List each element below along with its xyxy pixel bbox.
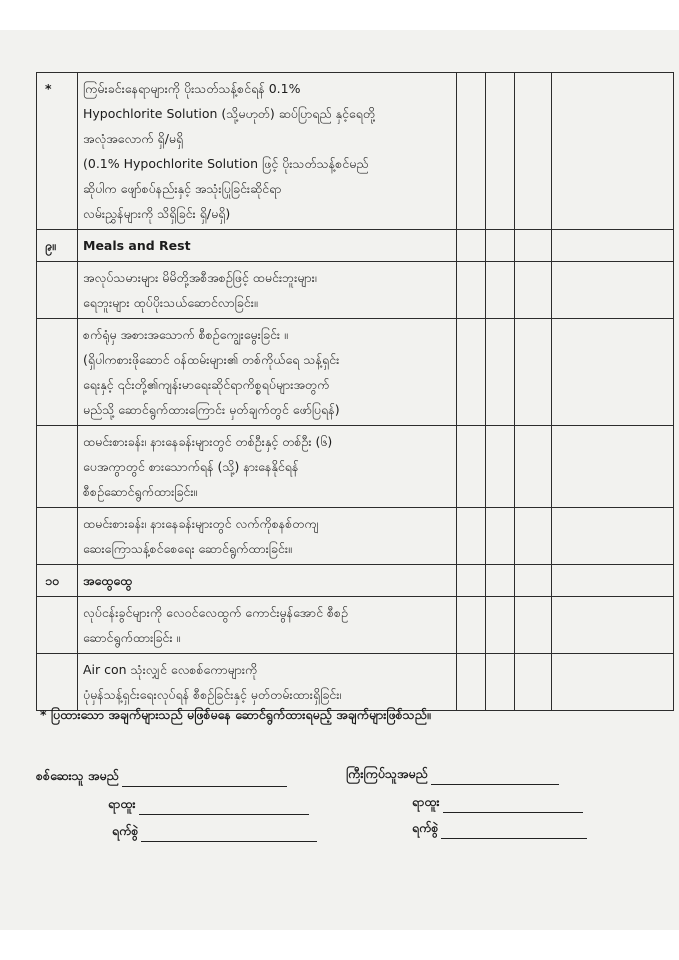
check-cell [457,319,486,426]
row-number [37,426,78,508]
row-number [37,262,78,319]
row-text-line: ထမင်းစားခန်း၊ နားနေခန်းများတွင် တစ်ဦးနှင့် တစ်ဦး (၆) [83,434,333,449]
check-cell [515,319,552,426]
check-cell [515,654,552,711]
check-cell [457,426,486,508]
row-text [78,73,457,230]
row-text [78,508,457,565]
section-title: အထွေထွေ [83,573,133,588]
inspector-date-field [112,823,317,842]
check-cell [486,654,515,711]
check-cell [515,565,552,597]
row-text-line: ပုံမှန်သန့်ရှင်းရေးလုပ်ရန် စီစဉ်ခြင်းနှင့် မှတ်တမ်းထားရှိခြင်း၊ [83,687,342,702]
inspector-name-field [36,768,287,787]
row-text-line: Hypochlorite Solution (သို့မဟုတ်) ဆပ်ပြာရည် နှင့်ရေတို့ [83,106,376,121]
row-text-line: ဆောင်ရွက်ထားခြင်း ။ [83,630,181,645]
check-cell [552,654,674,711]
check-cell [486,230,515,262]
row-text [78,262,457,319]
check-cell [515,73,552,230]
check-cell [515,230,552,262]
check-cell [552,565,674,597]
row-text-line: (0.1% Hypochlorite Solution ဖြင့် ပိုးသတ်သန့်စင်မည် [83,156,369,171]
check-cell [457,565,486,597]
supervisor-position-line [443,811,583,813]
check-cell [486,262,515,319]
check-cell [552,426,674,508]
row-text-line: (ရှိပါကစားဖိုဆောင် ဝန်ထမ်းများ၏ တစ်ကိုယ်ရေ သန့်ရှင်း [83,352,340,367]
check-cell [515,508,552,565]
check-cell [457,73,486,230]
row-text [78,565,457,597]
checklist-table [36,72,674,711]
table-row [37,565,674,597]
table-row [37,597,674,654]
check-cell [457,654,486,711]
row-text-line: ဆေးကြောသန့်စင်စေရေး ဆောင်ရွက်ထားခြင်း။ [83,541,292,556]
row-text-line: စက်ရုံမှ အစားအသောက် စီစဉ်ကျွေးမွေးခြင်း ။ [83,327,288,342]
check-cell [552,262,674,319]
section-title: Meals and Rest [83,238,191,253]
inspector-date-line [141,840,317,842]
row-text [78,319,457,426]
table-row [37,262,674,319]
check-cell [515,262,552,319]
row-text-line: ကြမ်းခင်းနေရာများကို ပိုးသတ်သန့်စင်ရန် 0.1% [83,81,301,96]
check-cell [515,597,552,654]
row-text-line: လမ်းညွှန်များကို သိရှိခြင်း ရှိ/မရှိ) [83,206,231,221]
table-row [37,508,674,565]
row-text-line: လုပ်ငန်းခွင်များကို လေဝင်လေထွက် ကောင်းမွန်အောင် စီစဉ် [83,605,348,620]
inspector-name-line [122,785,287,787]
row-text-line: စီစဉ်ဆောင်ရွက်ထားခြင်း။ [83,484,198,499]
check-cell [457,597,486,654]
inspector-name-label: စစ်ဆေးသူ အမည် [36,768,119,783]
row-number [37,319,78,426]
row-text-line: အလုပ်သမားများ မိမိတို့အစီအစဉ်ဖြင့် ထမင်းဘူးများ၊ [83,270,317,285]
check-cell [486,565,515,597]
check-cell [552,73,674,230]
row-text [78,426,457,508]
row-text-line: မည်သို့ ဆောင်ရွက်ထားကြောင်း မှတ်ချက်တွင် ဖော်ပြရန်) [83,402,340,417]
table-row [37,654,674,711]
row-text-line: ရေဘူးများ ထုပ်ပိုးသယ်ဆောင်လာခြင်း။ [83,295,258,310]
inspector-date-label: ရက်စွဲ [112,823,139,838]
supervisor-position-label: ရာထူး [412,794,440,809]
supervisor-date-line [441,837,587,839]
check-cell [457,508,486,565]
table-row [37,319,674,426]
check-cell [457,230,486,262]
row-number [37,597,78,654]
row-text-line: ဆိုပါက ဖျော်စပ်နည်းနှင့် အသုံးပြုခြင်းဆိုင်ရာ [83,181,282,196]
row-text [78,597,457,654]
check-cell [457,262,486,319]
check-cell [486,508,515,565]
row-number: ၉။ [37,230,78,262]
mandatory-note: * ပြထားသော အချက်များသည် မဖြစ်မနေ ဆောင်ရွက်ထားရမည့် အချက်များဖြစ်သည်။ [40,707,431,722]
row-text-line: Air con သုံးလျှင် လေစစ်ကောများကို [83,662,258,677]
row-text-line: အလုံအလောက် ရှိ/မရှိ [83,131,184,146]
supervisor-name-label: ကြီးကြပ်သူအမည် [346,766,428,781]
check-cell [486,597,515,654]
row-text-line: ပေအကွာတွင် စားသောက်ရန် (သို့) နားနေနိုင်ရန် [83,459,299,474]
check-cell [486,426,515,508]
inspector-position-line [139,813,309,815]
table-row [37,73,674,230]
check-cell [552,230,674,262]
check-cell [515,426,552,508]
supervisor-date-label: ရက်စွဲ [412,820,439,835]
row-number [37,508,78,565]
supervisor-name-line [431,783,559,785]
supervisor-date-field [412,820,587,839]
row-number [37,654,78,711]
row-number: * [37,73,78,230]
inspector-position-field [108,796,309,815]
table-row [37,230,674,262]
row-text-line: ထမင်းစားခန်း၊ နားနေခန်းများတွင် လက်ကိုစနစ်တကျ [83,516,319,531]
row-text [78,230,457,262]
table-row [37,426,674,508]
row-text [78,654,457,711]
supervisor-name-field [346,766,559,785]
row-number: ၁၀ [37,565,78,597]
check-cell [552,319,674,426]
row-text-line: ရေးနှင့် ၎င်းတို့၏ကျန်းမာရေးဆိုင်ရာကိစ္စရပ်များအတွက် [83,377,330,392]
check-cell [552,597,674,654]
supervisor-position-field [412,794,583,813]
check-cell [486,73,515,230]
inspector-position-label: ရာထူး [108,796,136,811]
check-cell [486,319,515,426]
check-cell [552,508,674,565]
